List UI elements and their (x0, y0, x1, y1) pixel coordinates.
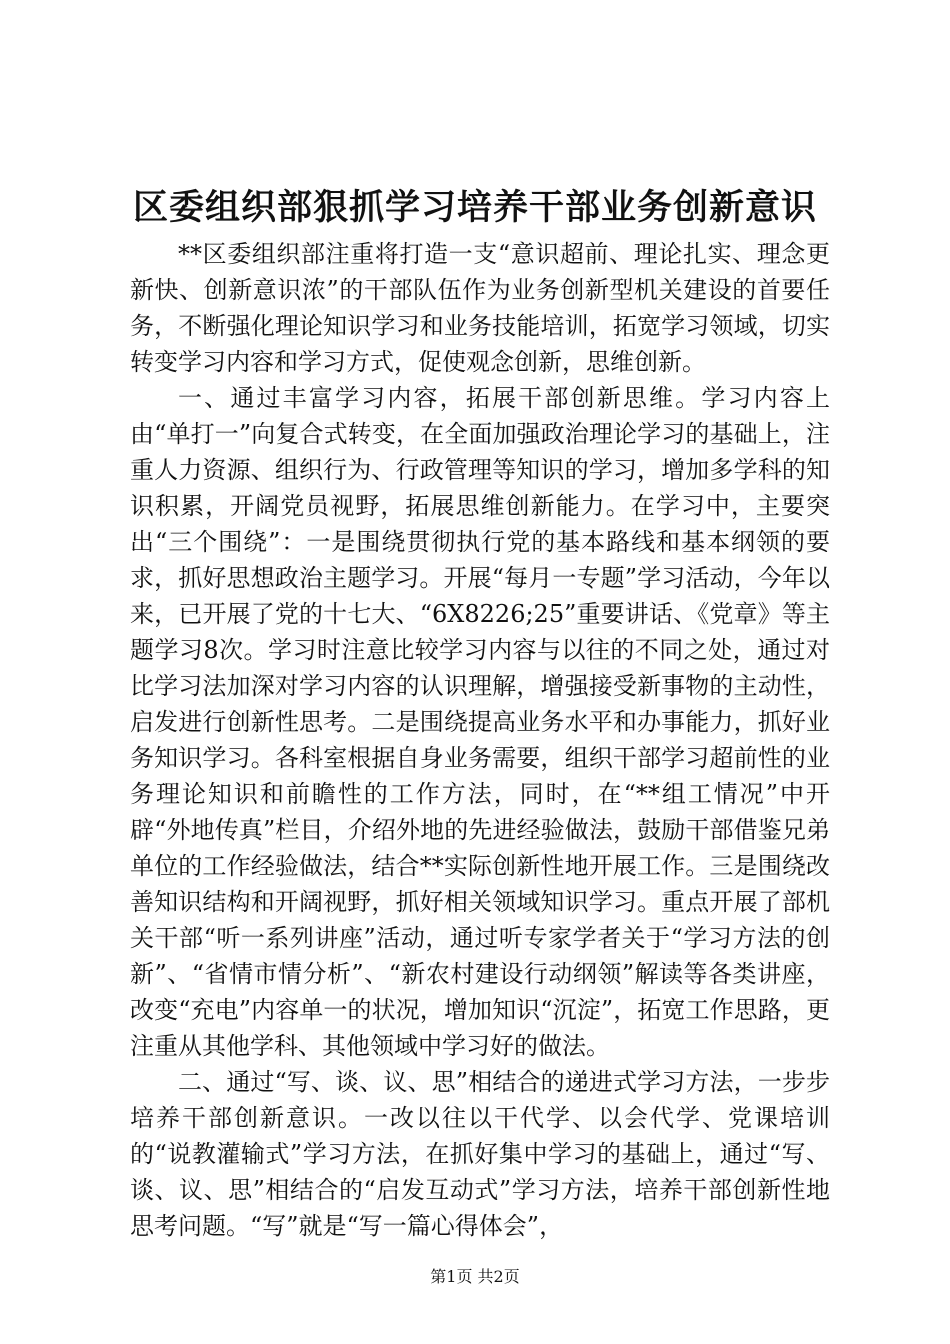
paragraph-intro: **区委组织部注重将打造一支“意识超前、理论扎实、理念更新快、创新意识浓”的干部队伍作为业务创新型机关建设的首要任务，不断强化理论知识学习和业务技能培训，拓宽学习领域，切实转变学习内容和学习方式，促使观念创新，思维创新。 (130, 240, 830, 376)
document-body (130, 236, 830, 1244)
document-title: 区委组织部狠抓学习培养干部业务创新意识 (132, 187, 817, 228)
paragraph-section-one: 一、通过丰富学习内容，拓展干部创新思维。学习内容上由“单打一”向复合式转变，在全面加强政治理论学习的基础上，注重人力资源、组织行为、行政管理等知识的学习，增加多学科的知识积累，开阔党员视野，拓展思维创新能力。在学习中，主要突出“三个围绕”：一是围绕贯彻执行党的基本路线和基本纲领的要求，抓好思想政治主题学习。开展“每月一专题”学习活动，今年以来，已开展了党的十七大、“6X8226;25”重要讲话、《党章》等主题学习8次。学习时注意比较学习内容与以往的不同之处，通过对比学习法加深对学习内容的认识理解，增强接受新事物的主动性，启发进行创新性思考。二是围绕提高业务水平和办事能力，抓好业务知识学习。各科室根据自身业务需要，组织干部学习超前性的业务理论知识和前瞻性的工作方法，同时，在“**组工情况”中开辟“外地传真”栏目，介绍外地的先进经验做法，鼓励干部借鉴兄弟单位的工作经验做法，结合**实际创新性地开展工作。三是围绕改善知识结构和开阔视野，抓好相关领域知识学习。重点开展了部机关干部“听一系列讲座”活动，通过听专家学者关于“学习方法的创新”、“省情市情分析”、“新农村建设行动纲领”解读等各类讲座，改变“充电”内容单一的状况，增加知识“沉淀”，拓宽工作思路，更注重从其他学科、其他领域中学习好的做法。 (130, 384, 830, 1060)
paragraph-section-two: 二、通过“写、谈、议、思”相结合的递进式学习方法，一步步培养干部创新意识。一改以往以干代学、以会代学、党课培训的“说教灌输式”学习方法，在抓好集中学习的基础上，通过“写、谈、议、思”相结合的“启发互动式”学习方法，培养干部创新性地思考问题。“写”就是“写一篇心得体会”， (130, 1068, 830, 1240)
page-footer: 第1页 共2页 (430, 1267, 520, 1286)
